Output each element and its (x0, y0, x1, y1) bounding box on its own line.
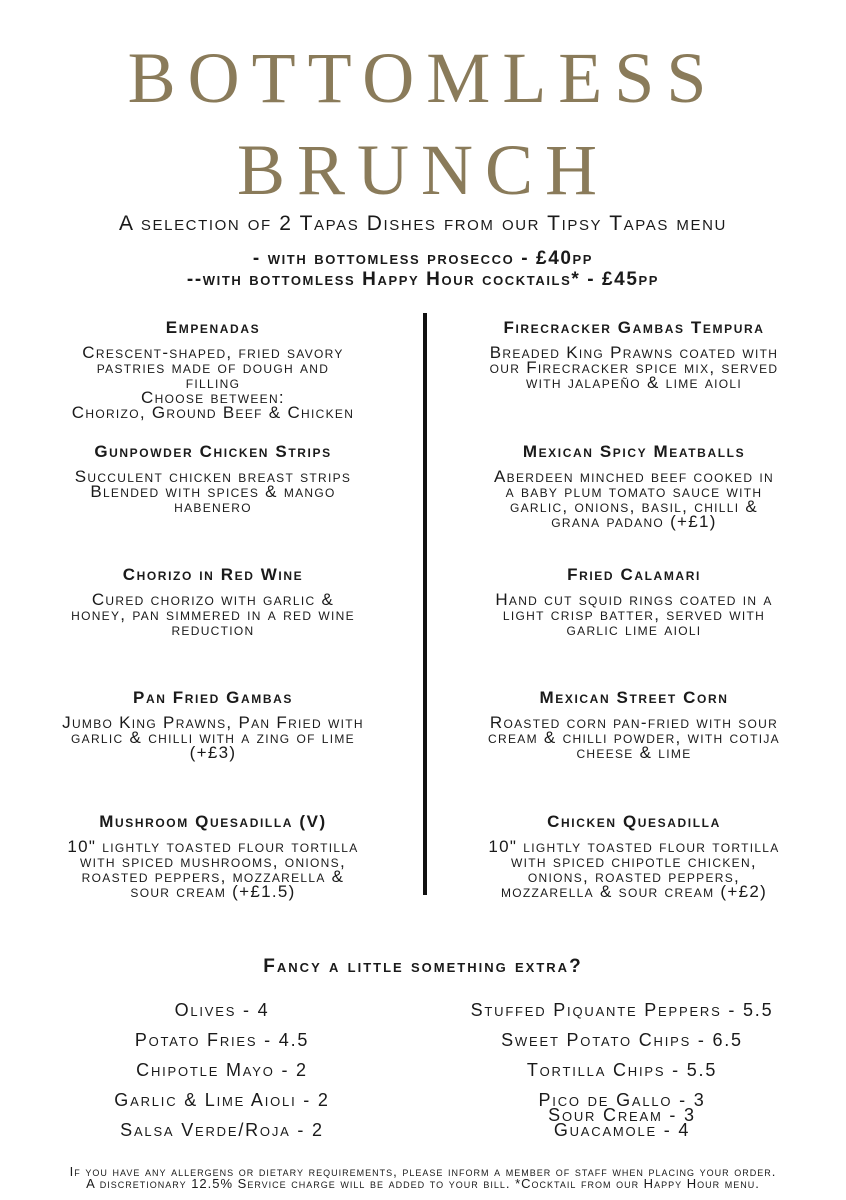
dish-description: 10" lightly toasted flour tortilla with spiced chipotle chicken, onions, roasted peppers, mozzarella & sour cream (+£2) (488, 837, 780, 901)
dish-description: Crescent-shaped, fried savory pastries made of dough and filling Choose between: Chorizo, Ground Beef & Chicken (71, 343, 355, 422)
extra-item: Tortilla Chips - 5.5 (526, 1060, 718, 1080)
dish-item (8, 442, 418, 514)
dish-item (8, 318, 418, 420)
offer-prosecco: - with bottomless prosecco - £40pp (252, 248, 594, 269)
dish-name: Mexican Spicy Meatballs (522, 442, 746, 461)
extra-item: Garlic & Lime Aioli - 2 (114, 1090, 330, 1110)
dish-name: Fried Calamari (567, 565, 701, 584)
extra-item: Salsa Verde/Roja - 2 (120, 1120, 324, 1140)
dish-description: Roasted corn pan-fried with sour cream & chilli powder, with cotija cheese & lime (488, 713, 780, 762)
extra-item: Chipotle Mayo - 2 (136, 1060, 308, 1080)
extra-item: Guacamole - 4 (553, 1120, 691, 1140)
dish-name: Firecracker Gambas Tempura (503, 318, 765, 337)
extra-item: Stuffed Piquante Peppers - 5.5 (470, 1000, 774, 1020)
subtitle: A selection of 2 Tapas Dishes from our Tipsy Tapas menu (119, 212, 727, 235)
dish-description: Cured chorizo with garlic & honey, pan simmered in a red wine reduction (71, 590, 355, 639)
dish-item (8, 688, 418, 760)
dish-name: Chorizo in Red Wine (122, 565, 304, 584)
dish-description: 10" lightly toasted flour tortilla with spiced mushrooms, onions, roasted peppers, mozzarella & sour cream (+£1.5) (67, 837, 359, 901)
dish-name: Chicken Quesadilla (547, 812, 721, 831)
dish-item (429, 812, 839, 899)
dish-item (429, 565, 839, 637)
page-title-line2: BRUNCH (236, 130, 610, 210)
dish-description: Aberdeen minched beef cooked in a baby plum tomato sauce with garlic, onions, basil, chilli & grana padano (+£1) (494, 467, 774, 531)
dish-description: Jumbo King Prawns, Pan Fried with garlic & chilli with a zing of lime (+£3) (62, 713, 364, 762)
extra-item: Pico de Gallo - 3 (538, 1090, 706, 1110)
dish-item (8, 812, 418, 899)
dish-item (429, 318, 839, 390)
dish-item (429, 442, 839, 529)
extra-item: Potato Fries - 4.5 (134, 1030, 310, 1050)
column-divider (423, 313, 427, 895)
dish-description: Breaded King Prawns coated with our Firecracker spice mix, served with jalapeño & lime aioli (489, 343, 779, 392)
dish-name: Pan Fried Gambas (133, 688, 293, 707)
dish-description: Succulent chicken breast strips Blended with spices & mango habenero (74, 467, 352, 516)
dish-name: Mexican Street Corn (539, 688, 729, 707)
dish-item (8, 565, 418, 637)
dish-name: Empenadas (165, 318, 261, 337)
offer-cocktails: --with bottomless Happy Hour cocktails* - £45pp (186, 269, 660, 290)
dish-name: Gunpowder Chicken Strips (94, 442, 332, 461)
extras-heading: Fancy a little something extra? (263, 956, 583, 977)
footer-allergen-note: If you have any allergens or dietary requirements, please inform a member of staff when placing your order. (69, 1164, 777, 1179)
dish-name: Mushroom Quesadilla (V) (99, 812, 327, 831)
extra-item: Olives - 4 (174, 1000, 270, 1020)
extra-item: Sour Cream - 3 (548, 1105, 696, 1125)
dish-item (429, 688, 839, 760)
footer-service-note: A discretionary 12.5% Service charge will be added to your bill. *Cocktail from our Happy Hour menu. (86, 1176, 760, 1191)
page-title-line1: BOTTOMLESS (127, 38, 719, 118)
dish-description: Hand cut squid rings coated in a light crisp batter, served with garlic lime aioli (495, 590, 773, 639)
extra-item: Sweet Potato Chips - 6.5 (501, 1030, 743, 1050)
